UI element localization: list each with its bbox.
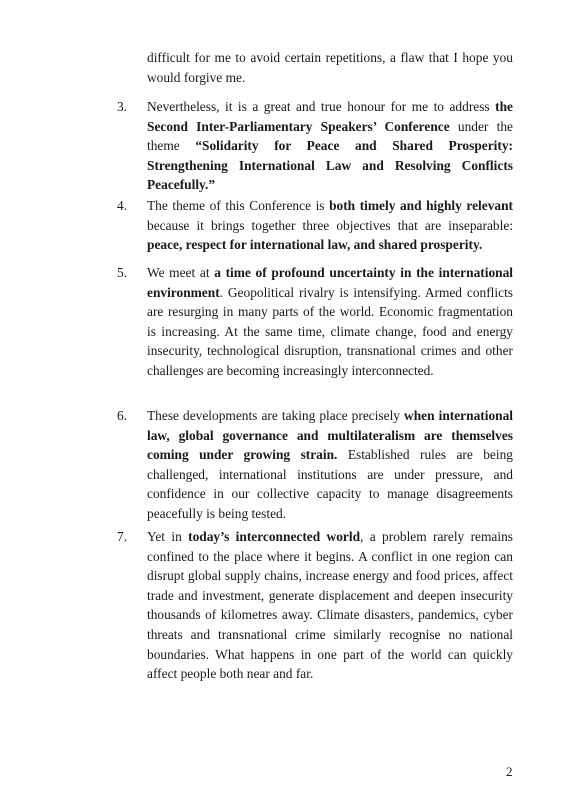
paragraph-text: Established rules are being challenged, international institutions are under pressure, and confidence in our collective capacity to manage disagreements peacefully is being tested. bbox=[147, 447, 513, 521]
paragraph-text: Yet in bbox=[147, 529, 189, 544]
paragraph-text: . Geopolitical rivalry is intensifying. Armed conflicts are resurging in many parts of the world. Economic fragmentation is increasing. At the same time, climate change, food and energy insecurity, technological disruption, transnational crimes and other challenges are becoming increasingly interconnected. bbox=[147, 284, 513, 378]
paragraph-text: , a problem rarely remains confined to the place where it begins. A conflict in one region can disrupt global supply chains, increase energy and food prices, affect trade and investment, generate displacement and deepen insecurity thousands of kilometres away. Climate disasters, pandemics, cyber threats and transnational crime similarly recognise no national boundaries. What happens in one part of the world can quickly affect people both near and far. bbox=[147, 529, 513, 682]
paragraph-bold-text: peace, respect for international law, and shared prosperity. bbox=[147, 237, 483, 253]
paragraph-5 bbox=[147, 263, 513, 381]
paragraph-3 bbox=[147, 97, 513, 195]
paragraph-number: 5. bbox=[117, 265, 128, 280]
paragraph-bold-text: both timely and highly relevant bbox=[329, 198, 514, 213]
paragraph-continuation bbox=[147, 48, 513, 87]
paragraph-bold-text: a time of profound uncertainty in the international environment bbox=[147, 265, 513, 300]
paragraph-6 bbox=[147, 406, 513, 524]
paragraph-text: Nevertheless, it is a great and true honour for me to address bbox=[147, 99, 496, 114]
paragraph-number: 3. bbox=[117, 99, 128, 114]
paragraph-text: The theme of this Conference is bbox=[147, 198, 330, 213]
paragraph-bold-text: “Solidarity for Peace and Shared Prosperity: Strengthening International Law and Resolving Conflicts Peacefully.” bbox=[147, 138, 513, 193]
paragraph-text: under the theme bbox=[147, 118, 513, 154]
paragraph-text: because it brings together three objectives that are inseparable: bbox=[147, 217, 513, 233]
page-number: 2 bbox=[506, 764, 513, 779]
paragraph-bold-text: today’s interconnected world bbox=[188, 529, 361, 544]
paragraph-text: These developments are taking place precisely bbox=[147, 408, 405, 423]
paragraph-4 bbox=[147, 196, 513, 255]
paragraph-text: difficult for me to avoid certain repetitions, a flaw that I hope you would forgive me. bbox=[147, 50, 513, 85]
paragraph-number: 6. bbox=[117, 408, 128, 423]
paragraph-number: 4. bbox=[117, 198, 128, 213]
paragraph-bold-text: the Second Inter-Parliamentary Speakers’ Conference bbox=[147, 99, 513, 134]
paragraph-bold-text: when international law, global governance and multilateralism are themselves coming under growing strain. bbox=[147, 408, 513, 463]
paragraph-text: We meet at bbox=[147, 265, 215, 280]
paragraph-number: 7. bbox=[117, 529, 128, 544]
paragraph-7 bbox=[147, 527, 513, 684]
